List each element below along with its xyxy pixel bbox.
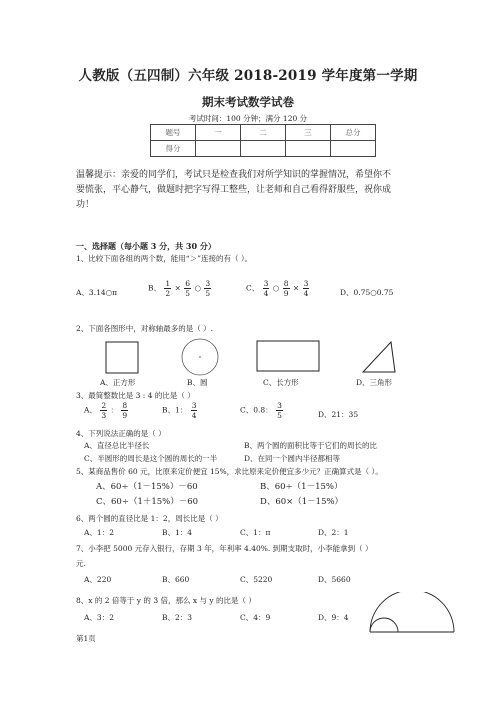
score-cell: 二 bbox=[241, 125, 286, 141]
q6-option-c: C、1：π bbox=[240, 528, 271, 537]
q5-option-b: B、60÷（1－15%） bbox=[260, 482, 343, 492]
q7-option-d: D、5660 bbox=[318, 575, 351, 584]
q1-option-d: D、0.75○0.75 bbox=[340, 288, 394, 297]
numerator: 6 bbox=[185, 279, 191, 288]
score-table-score-row bbox=[151, 141, 376, 157]
question-3-stem: 3、最简整数比是 3 : 4 的比是（ ） bbox=[76, 391, 195, 400]
q7-option-a: A、220 bbox=[84, 575, 112, 584]
q5-option-c: C、60÷（1＋15%）－60 bbox=[96, 497, 199, 507]
denominator: 9 bbox=[283, 289, 289, 298]
fraction bbox=[184, 279, 191, 298]
operator: × bbox=[174, 283, 181, 293]
fraction bbox=[303, 279, 310, 298]
q4-option-c: C、半圆形的周长是这个圆的周长的一半 bbox=[84, 454, 218, 463]
q3-option-d: D、21：35 bbox=[318, 410, 359, 419]
q3-option-a bbox=[84, 401, 129, 420]
fraction bbox=[276, 401, 283, 420]
score-cell bbox=[286, 141, 331, 157]
q2-shapes bbox=[76, 336, 416, 376]
q5-option-a: A、60÷（1－15%）－60 bbox=[96, 482, 198, 492]
denominator: 4 bbox=[263, 289, 269, 298]
question-5-stem: 5、某商品售价 60 元，比原来定价便宜 15%，求比原来定价便宜多少元？正确算式是（ ）。 bbox=[76, 467, 383, 476]
q1-option-b bbox=[148, 279, 212, 298]
q7-option-c: C、5220 bbox=[240, 575, 273, 584]
large-semicircle bbox=[370, 592, 454, 632]
q4-option-b: B、两个圆的面积比等于它们的周长的比 bbox=[244, 441, 378, 450]
section-heading: 一、选择题（每小题 3 分，共 30 分） bbox=[76, 241, 216, 251]
q6-option-a: A、1：2 bbox=[84, 528, 114, 537]
numerator: 3 bbox=[277, 401, 282, 410]
score-cell bbox=[241, 141, 286, 157]
numerator: 8 bbox=[283, 279, 289, 288]
q3-option-b bbox=[162, 401, 198, 420]
numerator: 2 bbox=[101, 401, 107, 410]
fraction bbox=[283, 279, 290, 298]
score-cell: 得分 bbox=[151, 141, 196, 157]
denominator: 5 bbox=[185, 289, 191, 298]
q7-option-b: B、660 bbox=[162, 575, 190, 584]
q2-label-a: A、正方形 bbox=[100, 378, 136, 387]
q4-option-a: A、直径总比半径长 bbox=[84, 441, 150, 450]
question-2-stem: 2、下面各图形中，对称轴最多的是（ ）. bbox=[76, 324, 214, 333]
q2-label-d: D、三角形 bbox=[356, 378, 393, 387]
q2-label-b: B、圆 bbox=[187, 378, 208, 387]
denominator: 9 bbox=[122, 411, 128, 420]
fraction bbox=[164, 279, 171, 298]
tip-line: 要慌张，平心静气，做题时把字写得工整些，让老师和自己看得舒服些，祝你成 bbox=[76, 185, 392, 195]
score-cell bbox=[331, 141, 376, 157]
fraction bbox=[204, 279, 211, 298]
question-7-stem: 7、小李把 5000 元存入银行，存期 3 年，年利率 4.40%. 到期支取时，小李能拿到（ ） bbox=[76, 544, 373, 553]
rectangle-shape bbox=[257, 341, 319, 371]
question-8-stem: 8、x 的 2 倍等于 y 的 3 倍，那么 x 与 y 的比是（ ） bbox=[76, 596, 256, 605]
compare-circle: ○ bbox=[272, 283, 280, 293]
q3-c-prefix: C、0.8： bbox=[240, 405, 273, 415]
denominator: 4 bbox=[191, 411, 197, 420]
q8-option-b: B、2：3 bbox=[162, 613, 193, 622]
q3-a-prefix: A、 bbox=[84, 405, 97, 415]
score-table bbox=[150, 124, 376, 157]
exam-subtitle: 期末考试数学试卷 bbox=[202, 95, 294, 109]
q3-option-c bbox=[240, 401, 284, 420]
denominator: 5 bbox=[205, 289, 211, 298]
operator: × bbox=[292, 283, 300, 293]
numerator: 8 bbox=[122, 401, 128, 410]
numerator: 3 bbox=[191, 401, 197, 410]
q8-option-a: A、3：2 bbox=[84, 613, 114, 622]
denominator: 5 bbox=[277, 411, 282, 420]
score-cell: 题号 bbox=[151, 125, 196, 141]
question-7-stem-cont: 元. bbox=[76, 559, 86, 568]
numerator: 1 bbox=[165, 279, 171, 288]
question-6-stem: 6、两个圆的直径比是 1：2，周长比是（ ） bbox=[76, 514, 223, 523]
small-semicircle bbox=[370, 618, 398, 632]
tip-line: 温馨提示：亲爱的同学们，考试只是检查我们对所学知识的掌握情况，希望你不 bbox=[76, 170, 392, 180]
q2-label-c: C、长方形 bbox=[263, 378, 299, 387]
exam-title: 人教版（五四制）六年级 2018-2019 学年度第一学期 bbox=[78, 68, 418, 84]
q8-option-d: D、9：4 bbox=[318, 613, 349, 622]
fraction bbox=[263, 279, 270, 298]
score-cell bbox=[196, 141, 241, 157]
fraction bbox=[121, 401, 128, 420]
q8-option-c: C、4：9 bbox=[240, 613, 271, 622]
triangle-shape bbox=[363, 342, 395, 372]
numerator: 3 bbox=[303, 279, 309, 288]
score-table-header-row bbox=[151, 125, 376, 141]
operator: ： bbox=[110, 405, 118, 415]
q4-option-d: D、在同一个圆内半径都相等 bbox=[244, 454, 341, 463]
q1-b-prefix: B、 bbox=[148, 283, 162, 293]
page-number: 第1页 bbox=[76, 634, 96, 643]
q1-c-prefix: C、 bbox=[246, 283, 260, 293]
exam-meta: 考试时间：100 分钟；满分 120 分 bbox=[188, 114, 308, 123]
square-shape bbox=[106, 342, 138, 373]
circle-figure bbox=[362, 592, 462, 652]
compare-circle: ○ bbox=[194, 283, 201, 293]
question-1-stem: 1、比较下面各组的两个数，能用“＞”连接的有（ ）。 bbox=[76, 254, 253, 263]
q5-option-d: D、60×（1－15%） bbox=[260, 497, 344, 507]
numerator: 3 bbox=[263, 279, 269, 288]
denominator: 3 bbox=[101, 411, 107, 420]
q6-option-d: D、2：1 bbox=[318, 528, 349, 537]
denominator: 4 bbox=[303, 289, 309, 298]
question-4-stem: 4、下列说法正确的是（ ） bbox=[76, 429, 166, 438]
tip-line: 功！ bbox=[76, 200, 95, 210]
numerator: 3 bbox=[205, 279, 211, 288]
score-cell: 一 bbox=[196, 125, 241, 141]
denominator: 2 bbox=[165, 289, 171, 298]
q1-option-c bbox=[246, 279, 310, 298]
q1-option-a: A、3.14○π bbox=[76, 288, 118, 297]
fraction bbox=[191, 401, 198, 420]
q3-b-prefix: B、1： bbox=[162, 405, 188, 415]
fraction bbox=[100, 401, 107, 420]
circle-center-dot bbox=[199, 356, 201, 358]
score-cell: 三 bbox=[286, 125, 331, 141]
q6-option-b: B、1：4 bbox=[162, 528, 193, 537]
score-cell: 总分 bbox=[331, 125, 376, 141]
